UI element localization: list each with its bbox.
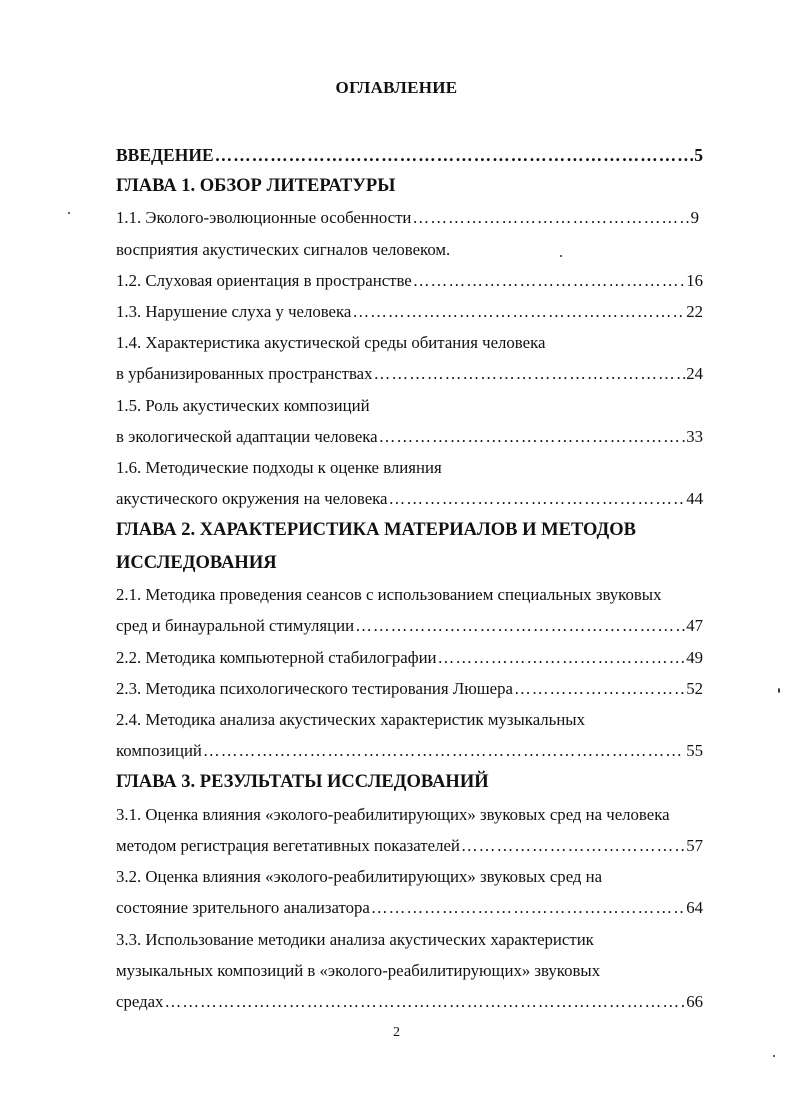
toc-page-number: 5 — [694, 145, 703, 165]
dot-leader — [374, 358, 686, 389]
toc-entry-2-2[interactable] — [116, 642, 703, 673]
scan-speck — [773, 1055, 775, 1057]
toc-entry-1-5[interactable] — [116, 421, 703, 452]
toc-entry-text: в экологической адаптации человека — [116, 426, 378, 446]
table-of-contents — [116, 140, 736, 1017]
scan-speck — [68, 212, 70, 214]
toc-entry-text: 1.1. Эколого-эволюционные особенности — [116, 208, 412, 228]
toc-page-number: 64 — [686, 898, 703, 918]
toc-page-number: 66 — [686, 992, 703, 1011]
toc-entry-1-2[interactable] — [116, 265, 703, 296]
dot-leader — [371, 892, 685, 923]
toc-page-number: 22 — [686, 301, 703, 321]
toc-entry-text: 1.2. Слуховая ориентация в пространстве — [116, 270, 412, 290]
toc-entry-3-1[interactable] — [116, 830, 703, 861]
dot-leader — [355, 610, 685, 641]
toc-entry-text: методом регистрация вегетативных показателей — [116, 836, 460, 856]
toc-entry-3-2[interactable] — [116, 892, 703, 923]
scan-speck — [778, 688, 780, 693]
toc-entry-text: ВВЕДЕНИЕ — [116, 145, 214, 165]
toc-page-number: 9 — [690, 208, 699, 228]
toc-entry-text: 1.3. Нарушение слуха у человека — [116, 301, 352, 321]
dot-leader — [413, 265, 685, 296]
dot-leader — [352, 296, 685, 327]
toc-entry-text: сред и бинауральной стимуляции — [116, 616, 355, 636]
toc-entry-1-5-line1[interactable]: 1.5. Роль акустических композиций — [116, 395, 370, 415]
dot-leader — [389, 483, 686, 514]
toc-entry-2-1[interactable] — [116, 610, 703, 641]
toc-page-number: 33 — [686, 426, 703, 446]
dot-leader — [379, 421, 686, 452]
toc-entry-1-6-line1[interactable]: 1.6. Методические подходы к оценке влияния — [116, 457, 442, 477]
toc-entry-3-3[interactable] — [116, 986, 703, 1017]
toc-page-number: 44 — [686, 489, 703, 509]
toc-entry-1-1-continuation: восприятия акустических сигналов человеком. — [116, 239, 451, 259]
toc-entry-1-3[interactable] — [116, 296, 703, 327]
toc-entry-text: в урбанизированных пространствах — [116, 364, 373, 384]
toc-entry-1-4-line1[interactable]: 1.4. Характеристика акустической среды обитания человека — [116, 333, 546, 353]
toc-entry-1-6[interactable] — [116, 483, 703, 514]
chapter-1-heading[interactable]: ГЛАВА 1. ОБЗОР ЛИТЕРАТУРЫ — [116, 176, 396, 197]
toc-entry-3-1-line1[interactable]: 3.1. Оценка влияния «эколого-реабилитирующих» звуковых сред на человека — [116, 804, 670, 824]
toc-entry-2-1-line1[interactable]: 2.1. Методика проведения сеансов с использованием специальных звуковых — [116, 585, 662, 605]
toc-entry-3-3-line2[interactable]: музыкальных композиций в «эколого-реабилитирующих» звуковых — [116, 960, 601, 980]
dot-leader — [514, 673, 685, 704]
toc-entry-1-1[interactable] — [116, 202, 699, 233]
toc-entry-2-4[interactable] — [116, 735, 703, 766]
toc-entry-2-4-line1[interactable]: 2.4. Методика анализа акустических характеристик музыкальных — [116, 710, 585, 729]
chapter-2-heading-line1[interactable]: ГЛАВА 2. ХАРАКТЕРИСТИКА МАТЕРИАЛОВ И МЕТОДОВ — [116, 520, 636, 541]
toc-entry-introduction[interactable] — [116, 140, 703, 171]
toc-entry-text: состояние зрительного анализатора — [116, 898, 370, 918]
toc-page-number: 49 — [686, 647, 703, 667]
toc-entry-3-3-line1[interactable]: 3.3. Использование методики анализа акустических характеристик — [116, 929, 594, 949]
page-title: ОГЛАВЛЕНИЕ — [335, 78, 458, 97]
chapter-3-heading[interactable]: ГЛАВА 3. РЕЗУЛЬТАТЫ ИССЛЕДОВАНИЙ — [116, 772, 489, 793]
page-number: 2 — [393, 1025, 400, 1040]
toc-entry-text: акустического окружения на человека — [116, 489, 388, 509]
toc-entry-text: композиций — [116, 741, 202, 761]
toc-page-number: 24 — [686, 364, 703, 384]
scan-speck — [560, 255, 562, 257]
chapter-2-heading-line2[interactable]: ИССЛЕДОВАНИЯ — [116, 552, 277, 573]
dot-leader — [438, 642, 686, 673]
toc-page-number: 16 — [686, 270, 703, 290]
toc-entry-2-3[interactable] — [116, 673, 703, 704]
dot-leader — [412, 202, 689, 233]
toc-page-number: 55 — [686, 741, 703, 761]
toc-page-number: 52 — [686, 678, 703, 698]
dot-leader — [164, 986, 685, 1017]
toc-entry-3-2-line1[interactable]: 3.2. Оценка влияния «эколого-реабилитирующих» звуковых сред на — [116, 867, 603, 887]
toc-page-number: 57 — [686, 836, 703, 856]
toc-entry-text: средах — [116, 992, 164, 1011]
dot-leader — [215, 140, 694, 171]
dot-leader — [203, 735, 685, 766]
toc-entry-1-4[interactable] — [116, 358, 703, 389]
dot-leader — [461, 830, 685, 861]
toc-entry-text: 2.2. Методика компьютерной стабилографии — [116, 647, 437, 667]
toc-page-number: 47 — [686, 616, 703, 636]
toc-entry-text: 2.3. Методика психологического тестирования Люшера — [116, 678, 513, 698]
